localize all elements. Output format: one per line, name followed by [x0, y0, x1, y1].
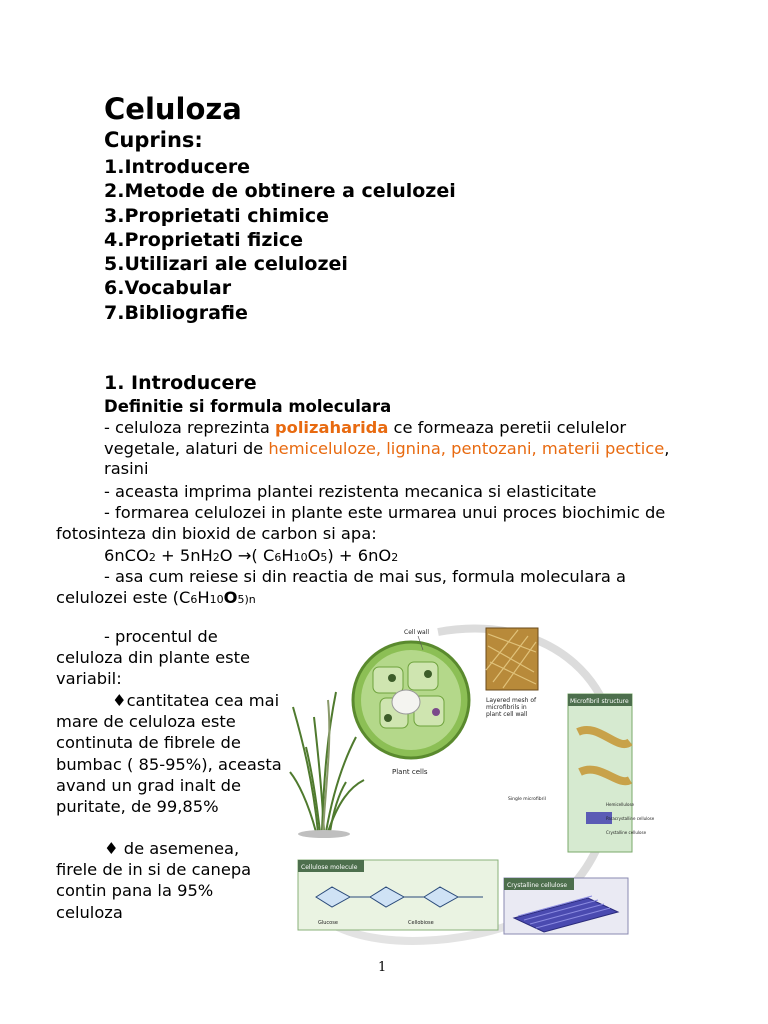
page-number: 1 [378, 960, 387, 975]
paragraph-formation: - formarea celulozei in plante este urmarea unui proces biochimic de fotosinteza din bioxid de carbon si apa: [56, 503, 666, 543]
section-heading: 1. Introducere [104, 372, 257, 394]
formula-sub: 10 [209, 592, 224, 606]
microfibril-structure-box [568, 694, 632, 852]
layered-mesh-illustration [486, 628, 538, 690]
text: - celuloza reprezinta [104, 418, 276, 437]
label-cell-wall: Cell wall [404, 629, 430, 636]
toc-item: 6.Vocabular [104, 277, 232, 300]
label-cellulose-molecule: Cellulose molecule [301, 864, 358, 871]
toc-item: 5.Utilizari ale celulozei [104, 253, 348, 276]
toc-heading: Cuprins: [104, 128, 203, 152]
paragraph-resistance: - aceasta imprima plantei rezistenta mecanica si elasticitate [104, 482, 597, 501]
paragraph-cotton: ♦cantitatea cea mai mare de celuloza este continuta de fibrele de bumbac ( 85-95%), aceasta avand un grad inalt de puritate, de 99,85% [56, 691, 282, 817]
eq-sub: 2 [148, 551, 156, 564]
formula-sub: 5)n [237, 592, 256, 606]
label-microfibril-structure: Microfibril structure [570, 698, 629, 705]
table-of-contents [104, 155, 456, 325]
label-cellobiose: Cellobiose [408, 920, 434, 926]
document-title: Celuloza [104, 92, 242, 126]
label-hemicellulose: Hemicellulose [606, 802, 634, 807]
toc-item: 1.Introducere [104, 156, 251, 178]
eq-sub: 2 [212, 551, 220, 564]
subheading: Definitie si formula moleculara [104, 397, 392, 416]
plant-cells-illustration [353, 642, 469, 758]
formula-part: O [223, 587, 238, 607]
label-single-microfibril: Single microfibril [508, 797, 546, 802]
label-glucose: Glucose [318, 920, 338, 926]
ground-shadow [298, 830, 350, 838]
eq-sub: 10 [293, 551, 308, 564]
label-plant-cells: Plant cells [392, 768, 428, 776]
formula-sub: 6 [190, 592, 198, 606]
eq-part: + 5nH [155, 546, 213, 565]
eq-part: H [281, 546, 294, 565]
equation [56, 546, 704, 569]
text: - asa cum reiese si din reactia de mai sus, formula moleculara a celulozei este ( [56, 567, 627, 607]
text: ce formeaza peretii celulelor vegetale, alaturi de [104, 418, 627, 458]
label-crystalline-cellulose: Crystalline cellulose [507, 882, 568, 889]
eq-sub: 2 [391, 551, 399, 564]
label-paracrystalline: Paracrystalline cellulose [606, 816, 655, 821]
toc-item: 4.Proprietati fizice [104, 228, 304, 251]
highlight-term: polizaharida [275, 418, 389, 437]
label-layered-mesh: Layered mesh of microfibrils in plant cell wall [486, 697, 537, 718]
formula-part: H [197, 587, 210, 607]
paragraph-percentage: - procentul de celuloza din plante este variabil: [56, 627, 250, 689]
toc-item: 7.Bibliografie [104, 301, 248, 324]
toc-item: 3.Proprietati chimice [104, 204, 330, 227]
text: , rasini [104, 438, 670, 479]
eq-sub: 5 [320, 551, 328, 564]
eq-part: 6nCO [104, 546, 149, 565]
formula-part: C [178, 587, 191, 607]
eq-part: O [307, 546, 321, 565]
label-crystalline: Crystalline cellulose [606, 830, 647, 835]
toc-item: 2.Metode de obtinere a celulozei [104, 180, 456, 203]
cellulose-structure-figure [288, 622, 655, 940]
eq-sub: 6 [274, 551, 282, 564]
grass-illustration [290, 692, 364, 832]
highlight-terms: hemiceluloze, lignina, pentozani, materii pectice [268, 438, 665, 458]
paragraph-flax-hemp: ♦ de asemenea, firele de in si de canepa contin pana la 95% celuloza [56, 839, 252, 922]
eq-part: O →( C [219, 546, 275, 565]
paragraph-formula [56, 567, 696, 610]
paragraph-definition [56, 418, 696, 480]
eq-part: ) + 6nO [327, 546, 392, 565]
